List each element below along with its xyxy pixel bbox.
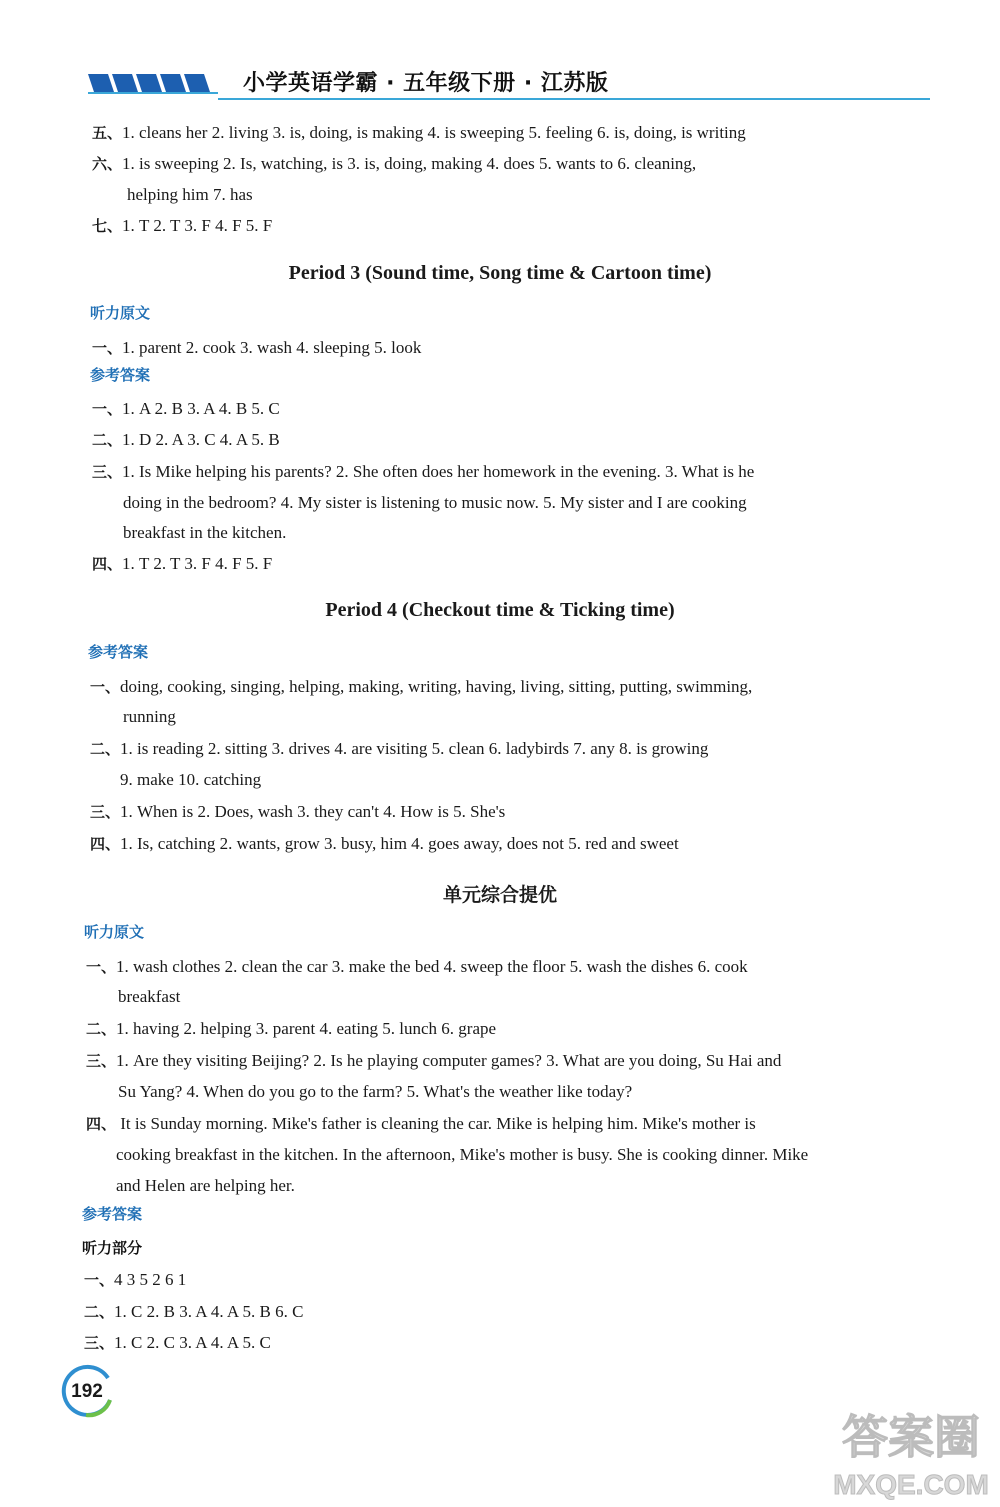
running-header xyxy=(88,62,930,102)
section-heading: Period 4 (Checkout time & Ticking time) xyxy=(325,599,675,621)
section-label: 参考答案 xyxy=(90,366,151,384)
answer-line: 六、1. is sweeping 2. Is, watching, is 3. is, doing, making 4. does 5. wants to 6. cleaning, xyxy=(92,154,697,173)
svg-text:MXQE.COM: MXQE.COM xyxy=(833,1469,989,1500)
svg-text:答案圈: 答案圈 xyxy=(842,1410,980,1464)
answer-line: 四、1. Is, catching 2. wants, grow 3. busy, him 4. goes away, does not 5. red and sweet xyxy=(90,834,679,853)
page-number-badge xyxy=(56,1360,116,1420)
header-stripes-decoration xyxy=(88,72,218,94)
header-rule xyxy=(218,98,930,100)
answer-line: breakfast in the kitchen. xyxy=(123,523,287,542)
answer-line: 一、4 3 5 2 6 1 xyxy=(84,1270,187,1289)
watermark-logo xyxy=(826,1398,996,1503)
section-label: 听力原文 xyxy=(90,304,151,322)
section-label: 听力原文 xyxy=(84,923,145,941)
answer-line: 二、1. having 2. helping 3. parent 4. eating 5. lunch 6. grape xyxy=(86,1019,497,1038)
answer-line: doing in the bedroom? 4. My sister is listening to music now. 5. My sister and I are cooking xyxy=(123,493,747,512)
answer-line: 二、1. is reading 2. sitting 3. drives 4. are visiting 5. clean 6. ladybirds 7. any 8. is growing xyxy=(90,739,709,758)
section-heading: Period 3 (Sound time, Song time & Cartoon time) xyxy=(288,262,712,284)
answer-line: 四、1. T 2. T 3. F 4. F 5. F xyxy=(92,554,273,573)
answer-line: breakfast xyxy=(118,987,181,1006)
section-heading: 单元综合提优 xyxy=(442,884,557,906)
answer-line: 一、1. parent 2. cook 3. wash 4. sleeping 5. look xyxy=(92,338,422,357)
page-number: 192 xyxy=(71,1381,103,1402)
answer-line: Su Yang? 4. When do you go to the farm? 5. What's the weather like today? xyxy=(118,1082,633,1101)
section-label: 听力部分 xyxy=(82,1239,143,1257)
answer-line: helping him 7. has xyxy=(127,185,253,204)
answer-line: 一、doing, cooking, singing, helping, making, writing, having, living, sitting, putting, swimming, xyxy=(90,677,753,696)
answer-line: 二、1. D 2. A 3. C 4. A 5. B xyxy=(92,430,280,449)
answer-line: 七、1. T 2. T 3. F 4. F 5. F xyxy=(92,216,273,235)
answer-line: and Helen are helping her. xyxy=(116,1176,295,1195)
answer-line: cooking breakfast in the kitchen. In the afternoon, Mike's mother is busy. She is cooking dinner. Mike xyxy=(116,1145,809,1164)
answer-line: 一、1. wash clothes 2. clean the car 3. make the bed 4. sweep the floor 5. wash the dishes 6. cook xyxy=(86,957,748,976)
answer-line: 五、1. cleans her 2. living 3. is, doing, is making 4. is sweeping 5. feeling 6. is, doing, is writing xyxy=(92,123,746,142)
answer-line: 三、1. Is Mike helping his parents? 2. She often does her homework in the evening. 3. What is he xyxy=(92,462,755,481)
section-label: 参考答案 xyxy=(82,1205,143,1223)
answer-line: 三、1. Are they visiting Beijing? 2. Is he playing computer games? 3. What are you doing, Su Hai and xyxy=(86,1051,782,1070)
answer-line: 9. make 10. catching xyxy=(120,770,262,789)
answer-line: 三、1. C 2. C 3. A 4. A 5. C xyxy=(84,1333,271,1352)
section-label: 参考答案 xyxy=(88,643,149,661)
answer-line: 二、1. C 2. B 3. A 4. A 5. B 6. C xyxy=(84,1302,304,1321)
answer-line: running xyxy=(123,707,176,726)
answer-line: 四、 It is Sunday morning. Mike's father is cleaning the car. Mike is helping him. Mike's mother is xyxy=(86,1114,756,1133)
answer-line: 三、1. When is 2. Does, wash 3. they can't 4. How is 5. She's xyxy=(90,802,506,821)
answer-line: 一、1. A 2. B 3. A 4. B 5. C xyxy=(92,399,280,418)
header-title: 小学英语学霸 · 五年级下册 · 江苏版 xyxy=(243,71,609,96)
